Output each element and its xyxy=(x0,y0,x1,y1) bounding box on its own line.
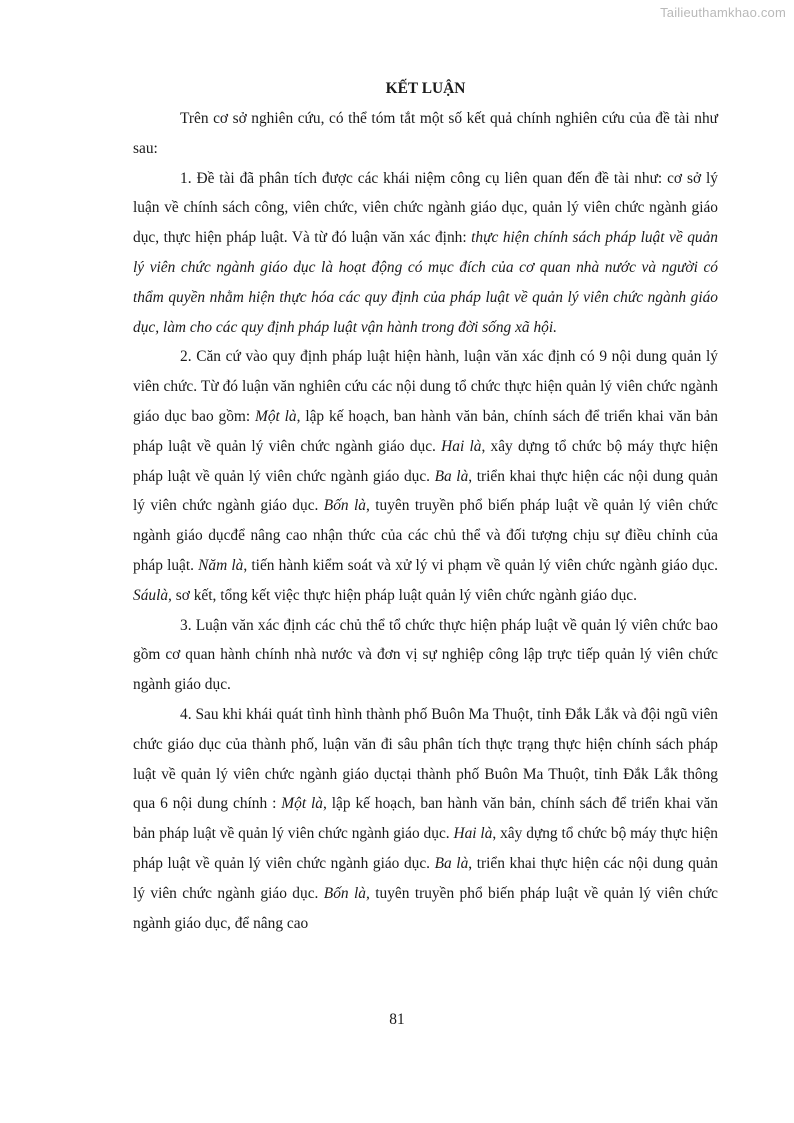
p2-text-m: sơ kết, tổng kết việc thực hiện pháp luật quản lý viên chức ngành giáo dục. xyxy=(171,586,637,604)
p4-item-4: Bốn là, xyxy=(323,884,370,902)
paragraph-2 xyxy=(133,342,718,610)
p1-definition: thực hiện chính sách pháp luật về quản lý viên chức ngành giáo dục là hoạt động có mục đích của cơ quan nhà nước và người có thẩm quyền nhằm hiện thực hóa các quy định của pháp luật về quản lý viên chức ngành giáo dục, làm cho các quy định pháp luật vận hành trong đời sống xã hội. xyxy=(133,229,718,336)
paragraph-1 xyxy=(133,164,718,343)
p2-item-2: Hai là xyxy=(441,437,482,455)
p4-item-1: Một là xyxy=(281,795,323,813)
watermark: Tailieuthamkhao.com xyxy=(660,5,786,20)
p4-text-a: 4. Sau khi khái quát tình hình thành phố Buôn Ma Thuột, tỉnh Đắk Lắk và đội ngũ viên chức giáo dục của thành phố, luận văn đi sâu phân tích thực trạng thực hiện chính sách pháp luật về quản lý viên chức ngành giáo dụctại thành phố Buôn Ma Thuột, tỉnh Đắk Lắk thông qua 6 nội dung chính : xyxy=(133,705,718,813)
p2-text-c: , lập kế hoạch, ban hành văn bản, chính sách để triển khai văn bản pháp luật về quản lý viên chức ngành giáo dục. xyxy=(133,407,718,455)
paragraph-3: 3. Luận văn xác định các chủ thể tổ chức thực hiện pháp luật về quản lý viên chức bao gồm cơ quan hành chính nhà nước và đơn vị sự nghiệp công lập trực tiếp quản lý viên chức ngành giáo dục. xyxy=(133,616,718,694)
document-body xyxy=(133,76,718,938)
p1-text: 1. Đề tài đã phân tích được các khái niệm công cụ liên quan đến đề tài như: cơ sở lý luận về chính sách công, viên chức, viên chức ngành giáo dục, quản lý viên chức ngành giáo dục, thực hiện pháp luật. Và từ đó luận văn xác định: xyxy=(133,169,718,247)
p4-text-e: , xây dựng tổ chức bộ máy thực hiện pháp luật về quản lý viên chức ngành giáo dục. xyxy=(133,825,718,872)
p4-text-i: tuyên truyền phổ biến pháp luật về quản lý viên chức ngành giáo dục, để nâng cao xyxy=(133,884,719,932)
p4-item-2: Hai là xyxy=(453,825,493,843)
p2-text-i: , tuyên truyền phổ biến pháp luật về quản lý viên chức ngành giáo dụcđể nâng cao nhận thức của các chủ thể và đối tượng chịu sự điều chỉnh của pháp luật. xyxy=(133,497,718,574)
intro-paragraph: Trên cơ sở nghiên cứu, có thể tóm tắt một số kết quả chính nghiên cứu của đề tài như sau: xyxy=(133,110,718,157)
page-number: 81 xyxy=(389,1011,405,1028)
p2-text-g: , triển khai thực hiện các nội dung quản lý viên chức ngành giáo dục. xyxy=(133,467,718,515)
p4-item-3: Ba là xyxy=(434,854,469,872)
p2-item-3: Ba là xyxy=(434,467,469,485)
page-title: KẾT LUẬN xyxy=(385,80,466,97)
p2-text-e: , xây dựng tổ chức bộ máy thực hiện pháp luật về quản lý viên chức ngành giáo dục. xyxy=(133,437,719,485)
p2-item-5: Năm là xyxy=(198,556,244,574)
p2-text-k: , tiến hành kiểm soát và xử lý vi phạm về quản lý viên chức ngành giáo dục. xyxy=(243,556,718,574)
p4-text-c: , lập kế hoạch, ban hành văn bản, chính sách để triển khai văn bản pháp luật về quản lý viên chức ngành giáo dục. xyxy=(133,795,718,843)
p2-item-4: Bốn là xyxy=(323,497,366,515)
p2-text-a: 2. Căn cứ vào quy định pháp luật hiện hành, luận văn xác định có 9 nội dung quản lý viên chức. Từ đó luận văn nghiên cứu các nội dung tổ chức thực hiện quản lý viên chức ngành giáo dục bao gồm: xyxy=(133,348,718,425)
p2-item-6: Sáulà, xyxy=(133,586,172,604)
p2-item-1: Một là xyxy=(255,407,297,425)
p4-text-g: , triển khai thực hiện các nội dung quản lý viên chức ngành giáo dục. xyxy=(133,854,718,902)
paragraph-4 xyxy=(133,700,718,938)
